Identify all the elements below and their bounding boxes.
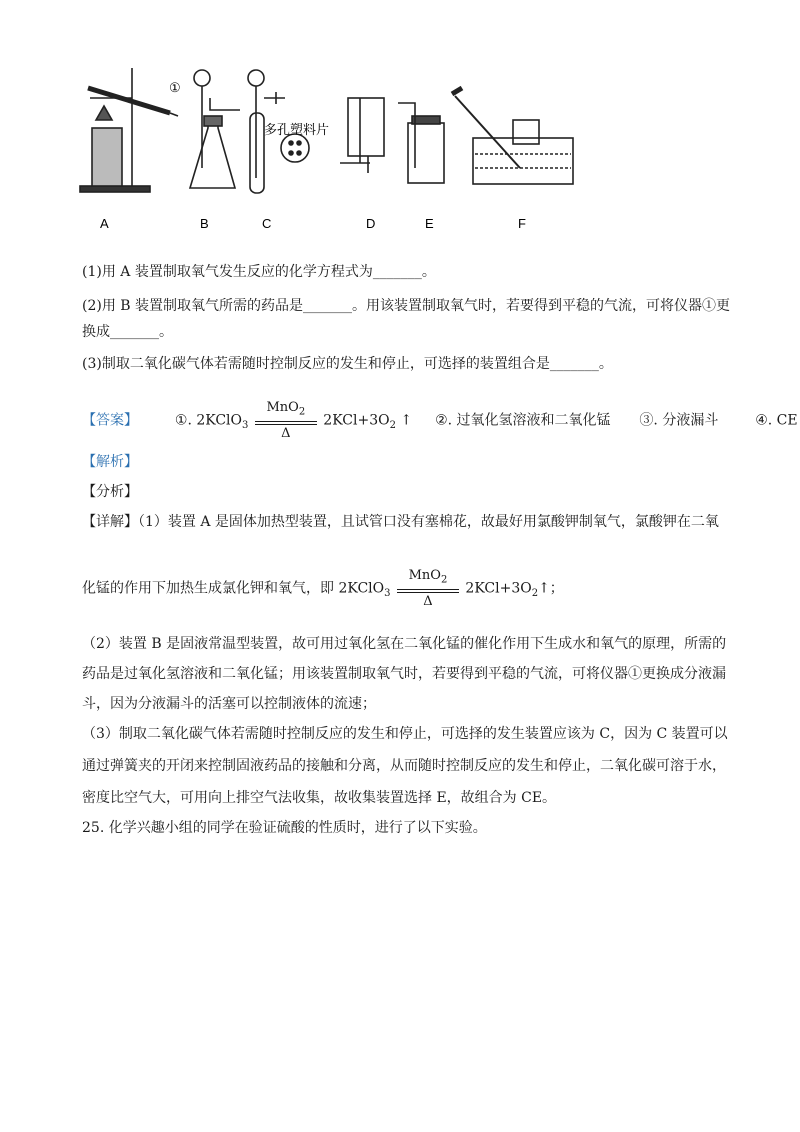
detail-p2b: 药品是过氧化氢溶液和二氧化锰；用该装置制取氧气时，若要得到平稳的气流，可将仪器①更换成分液漏	[82, 666, 726, 682]
label-a: A	[100, 216, 109, 231]
apparatus-figure	[70, 58, 590, 238]
apparatus-d	[340, 98, 384, 173]
gas-arrow: ↑	[400, 412, 413, 429]
detail-p3b: 通过弹簧夹的开闭来控制固液药品的接触和分离，从而随时控制反应的发生和停止，二氧化碳可溶于水，	[82, 758, 726, 774]
detail-tag: 【详解】	[82, 514, 138, 530]
apparatus-f	[452, 88, 573, 184]
next-question: 25. 化学兴趣小组的同学在验证硫酸的性质时，进行了以下实验。	[82, 820, 487, 836]
answer-1-products: 2KCl+3O	[323, 412, 390, 429]
label-f: F	[518, 216, 526, 231]
label-e: E	[425, 216, 434, 231]
label-b: B	[200, 216, 209, 231]
label-d: D	[366, 216, 376, 231]
answer-1-prefix: ①. 2KClO	[174, 412, 243, 429]
detail-p3c: 密度比空气大，可用向上排空气法收集，故收集装置选择 E，故组合为 CE。	[82, 790, 557, 806]
apparatus-b	[190, 70, 240, 188]
label-porous-plate: 多孔塑料片	[264, 122, 330, 137]
question-1: (1)用 A 装置制取氧气发生反应的化学方程式为_______。	[82, 264, 436, 280]
answer-2: ②. 过氧化氢溶液和二氧化锰	[435, 412, 611, 429]
answer-3: ③. 分液漏斗	[639, 412, 719, 429]
question-2a: (2)用 B 装置制取氧气所需的药品是_______。用该装置制取氧气时，若要得到平稳的气流，可将仪器①更	[82, 298, 731, 314]
detail-p2c: 斗，因为分液漏斗的活塞可以控制液体的流速；	[82, 696, 376, 712]
apparatus-e	[398, 103, 444, 183]
question-3: (3)制取二氧化碳气体若需随时控制反应的发生和停止，可选择的装置组合是_______。	[82, 356, 613, 372]
question-2b: 换成_______。	[82, 324, 173, 340]
label-c: C	[262, 216, 272, 231]
label-circle-one: ①	[169, 80, 181, 95]
reaction-arrow-2: MnO$_2$ Δ	[397, 568, 459, 609]
answer-4: ④. CE	[755, 412, 798, 429]
reaction-arrow: MnO$_2$ Δ	[255, 400, 317, 441]
jiexi-tag: 【解析】	[82, 454, 138, 470]
answer-line: 【答案】 ①. 2KClO$_3$ MnO$_2$ Δ $2KCl+3O_2$ ↑ ②. 过氧化氢溶液和二氧化锰 ③. 分液漏斗 ④. CE	[82, 400, 798, 441]
detail-p2a: （2）装置 B 是固液常温型装置，故可用过氧化氢在二氧化锰的催化作用下生成水和氧气的原理，所需的	[82, 636, 727, 652]
fenxi-tag: 【分析】	[82, 484, 138, 500]
detail-p3a: （3）制取二氧化碳气体若需随时控制反应的发生和停止，可选择的发生装置应该为 C，因为 C 装置可以	[82, 726, 728, 742]
answer-tag: 【答案】	[82, 412, 138, 429]
detail-p1: 【详解】（1）装置 A 是固体加热型装置，且试管口没有塞棉花，故最好用氯酸钾制氧气，氯酸钾在二氧	[82, 514, 719, 530]
apparatus-a	[80, 68, 178, 192]
detail-p1b: 化锰的作用下加热生成氯化钾和氧气，即 2KClO$_3$ MnO$_2$ Δ $2KCl+3O_2↑$；	[82, 568, 564, 609]
